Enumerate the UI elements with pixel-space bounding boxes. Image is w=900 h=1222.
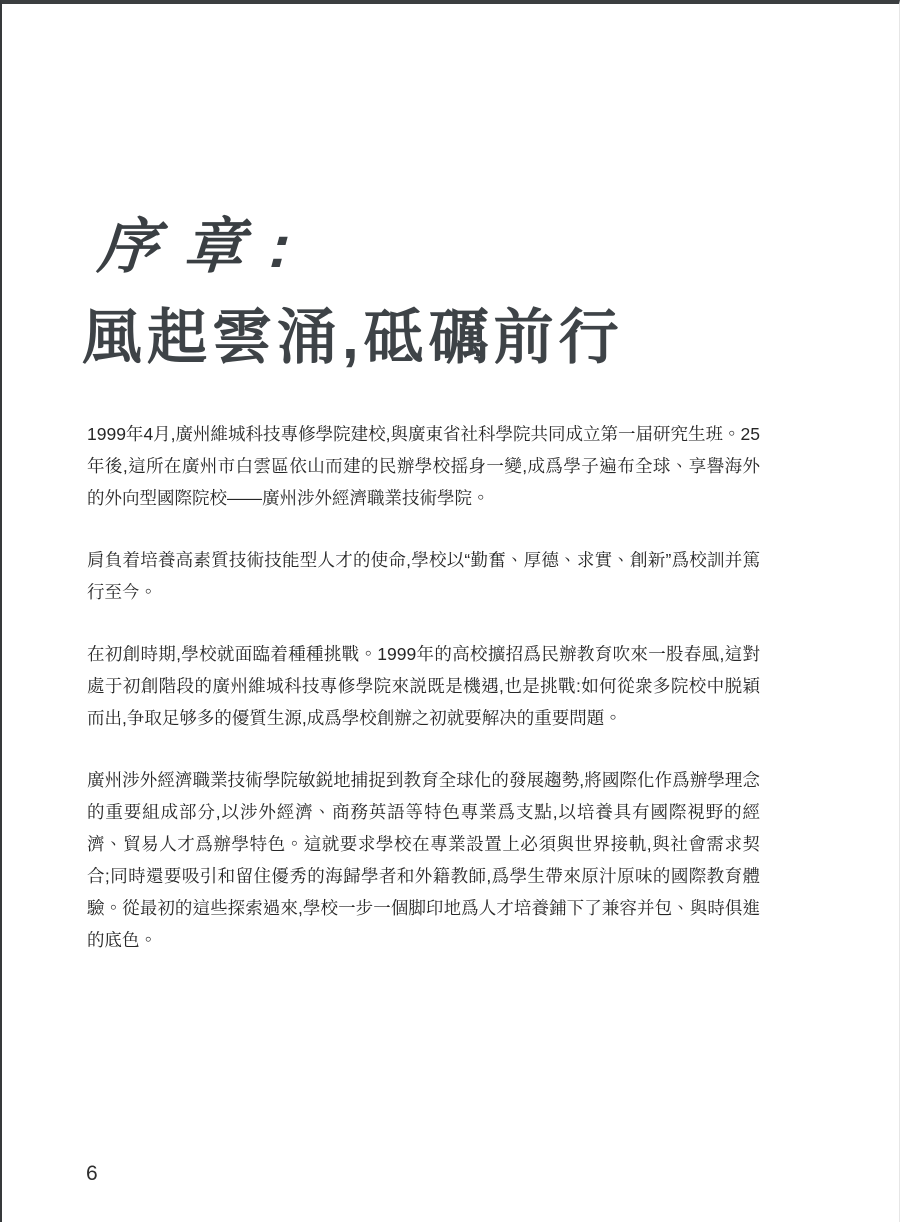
page-number: 6 [86,1162,98,1185]
body-text [87,418,760,986]
chapter-calligraphy-label: 序章: [95,213,319,280]
paragraph-4: 廣州涉外經濟職業技術學院敏鋭地捕捉到教育全球化的發展趨勢,將國際化作爲辦學理念的重要組成部分,以涉外經濟、商務英語等特色專業爲支點,以培養具有國際視野的經濟、貿易人才爲辦學特色。這就要求學校在專業設置上必須與世界接軌,與社會需求契合;同時還要吸引和留住優秀的海歸學者和外籍教師,爲學生帶來原汁原味的國際教育體驗。從最初的這些探索過來,學校一步一個脚印地爲人才培養鋪下了兼容并包、與時俱進的底色。 [87,770,760,950]
paragraph-1: 1999年4月,廣州維城科技專修學院建校,與廣東省社科學院共同成立第一届研究生班。25年後,這所在廣州市白雲區依山而建的民辦學校摇身一變,成爲學子遍布全球、享譽海外的外向型國際院校——廣州涉外經濟職業技術學院。 [87,424,760,508]
paragraph-3: 在初創時期,學校就面臨着種種挑戰。1999年的高校擴招爲民辦教育吹來一股春風,這對處于初創階段的廣州維城科技專修學院來説既是機遇,也是挑戰:如何從衆多院校中脱穎而出,争取足够多的優質生源,成爲學校創辦之初就要解决的重要問題。 [87,644,760,728]
paragraph-2: 肩負着培養高素質技術技能型人才的使命,學校以“勤奮、厚德、求實、創新”爲校訓并篤行至今。 [87,550,760,602]
page-title: 風起雲涌,砥礪前行 [82,304,624,371]
